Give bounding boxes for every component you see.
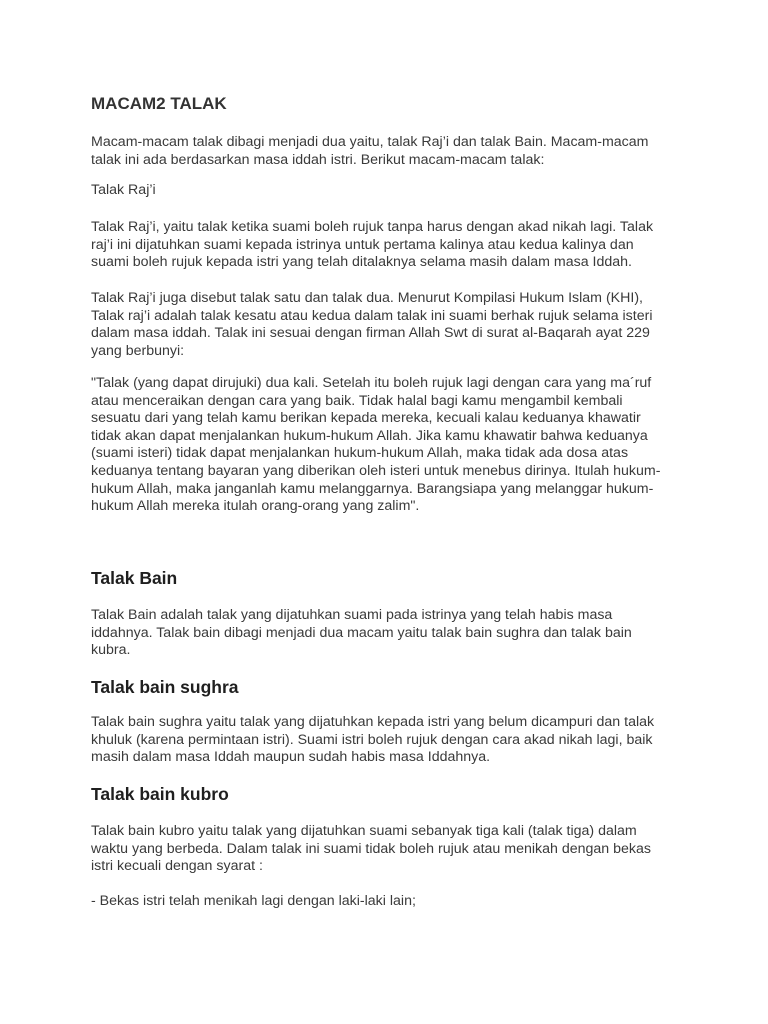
talak-bain-sughra-heading: Talak bain sughra [91, 677, 239, 697]
text-line: "Talak (yang dapat dirujuki) dua kali. Setelah itu boleh rujuk lagi dengan cara yang ma´ruf [91, 375, 652, 391]
text-line: Talak bain kubro yaitu talak yang dijatuhkan suami sebanyak tiga kali (talak tiga) dalam [91, 823, 637, 839]
talak-raji-paragraph-2 [91, 290, 681, 360]
quran-quote-paragraph [91, 375, 681, 516]
talak-bain-kubro-paragraph [91, 823, 681, 876]
text-line: keduanya tentang bayaran yang diberikan oleh isteri untuk menebus dirinya. Itulah hukum- [91, 462, 661, 479]
text-line: sesuatu dari yang telah kamu berikan kepada mereka, kecuali kalau keduanya khawatir [91, 410, 641, 427]
text-line: - Bekas istri telah menikah lagi dengan laki-laki lain; [91, 893, 416, 909]
text-line: khuluk (karena permintaan istri). Suami istri boleh rujuk dengan cara akad nikah lagi, baik [91, 731, 653, 748]
text-line: hukum Allah, maka janganlah kamu melanggarnya. Barangsiapa yang melanggar hukum- [91, 480, 654, 497]
text-line: suami boleh rujuk kepada istri yang telah ditalaknya selama masih dalam masa Iddah. [91, 254, 632, 271]
text-line: hukum Allah mereka itulah orang-orang yang zalim". [91, 498, 420, 515]
text-line: iddahnya. Talak bain dibagi menjadi dua macam yaitu talak bain sughra dan talak bain [91, 624, 632, 641]
talak-bain-kubro-heading: Talak bain kubro [91, 784, 229, 804]
text-line: atau menceraikan dengan cara yang baik. Tidak halal bagi kamu mengambil kembali [91, 392, 623, 409]
text-line: Talak Bain adalah talak yang dijatuhkan suami pada istrinya yang telah habis masa [91, 607, 613, 623]
kubro-condition-list-item [91, 893, 681, 911]
text-line: Talak Raj’i, yaitu talak ketika suami boleh rujuk tanpa harus dengan akad nikah lagi. Talak [91, 219, 654, 235]
text-line: masih dalam masa Iddah maupun sudah habis masa Iddahnya. [91, 749, 491, 766]
text-line: Talak raj’i adalah talak kesatu atau kedua dalam talak ini suami berhak rujuk selama isteri [91, 307, 653, 324]
intro-paragraph [91, 134, 681, 169]
document-title: MACAM2 TALAK [91, 94, 227, 113]
talak-raji-label [91, 182, 681, 200]
text-line: kubra. [91, 642, 131, 659]
text-line: raj’i ini dijatuhkan suami kepada istrinya untuk pertama kalinya atau kedua kalinya dan [91, 236, 634, 253]
text-line: Talak Raj’i [91, 182, 156, 198]
text-line: Talak Raj’i juga disebut talak satu dan talak dua. Menurut Kompilasi Hukum Islam (KHI), [91, 290, 643, 306]
text-line: (suami isteri) tidak dapat menjalankan hukum-hukum Allah, maka tidak ada dosa atas [91, 445, 629, 462]
text-line: istri kecuali dengan syarat : [91, 858, 263, 875]
text-line: Macam-macam talak dibagi menjadi dua yaitu, talak Raj’i dan talak Bain. Macam-macam [91, 134, 649, 150]
talak-raji-paragraph-1 [91, 219, 681, 272]
text-line: yang berbunyi: [91, 342, 185, 359]
text-line: Talak bain sughra yaitu talak yang dijatuhkan kepada istri yang belum dicampuri dan talak [91, 714, 655, 730]
text-line: tidak akan dapat menjalankan hukum-hukum Allah. Jika kamu khawatir bahwa keduanya [91, 427, 648, 444]
text-line: waktu yang berbeda. Dalam talak ini suami tidak boleh rujuk atau menikah dengan bekas [91, 840, 651, 857]
talak-bain-paragraph [91, 607, 681, 660]
text-line: dalam masa iddah. Talak ini sesuai dengan firman Allah Swt di surat al-Baqarah ayat 229 [91, 325, 650, 342]
text-line: talak ini ada berdasarkan masa iddah istri. Berikut macam-macam talak: [91, 151, 545, 168]
talak-bain-heading: Talak Bain [91, 568, 178, 588]
talak-bain-sughra-paragraph [91, 714, 681, 767]
